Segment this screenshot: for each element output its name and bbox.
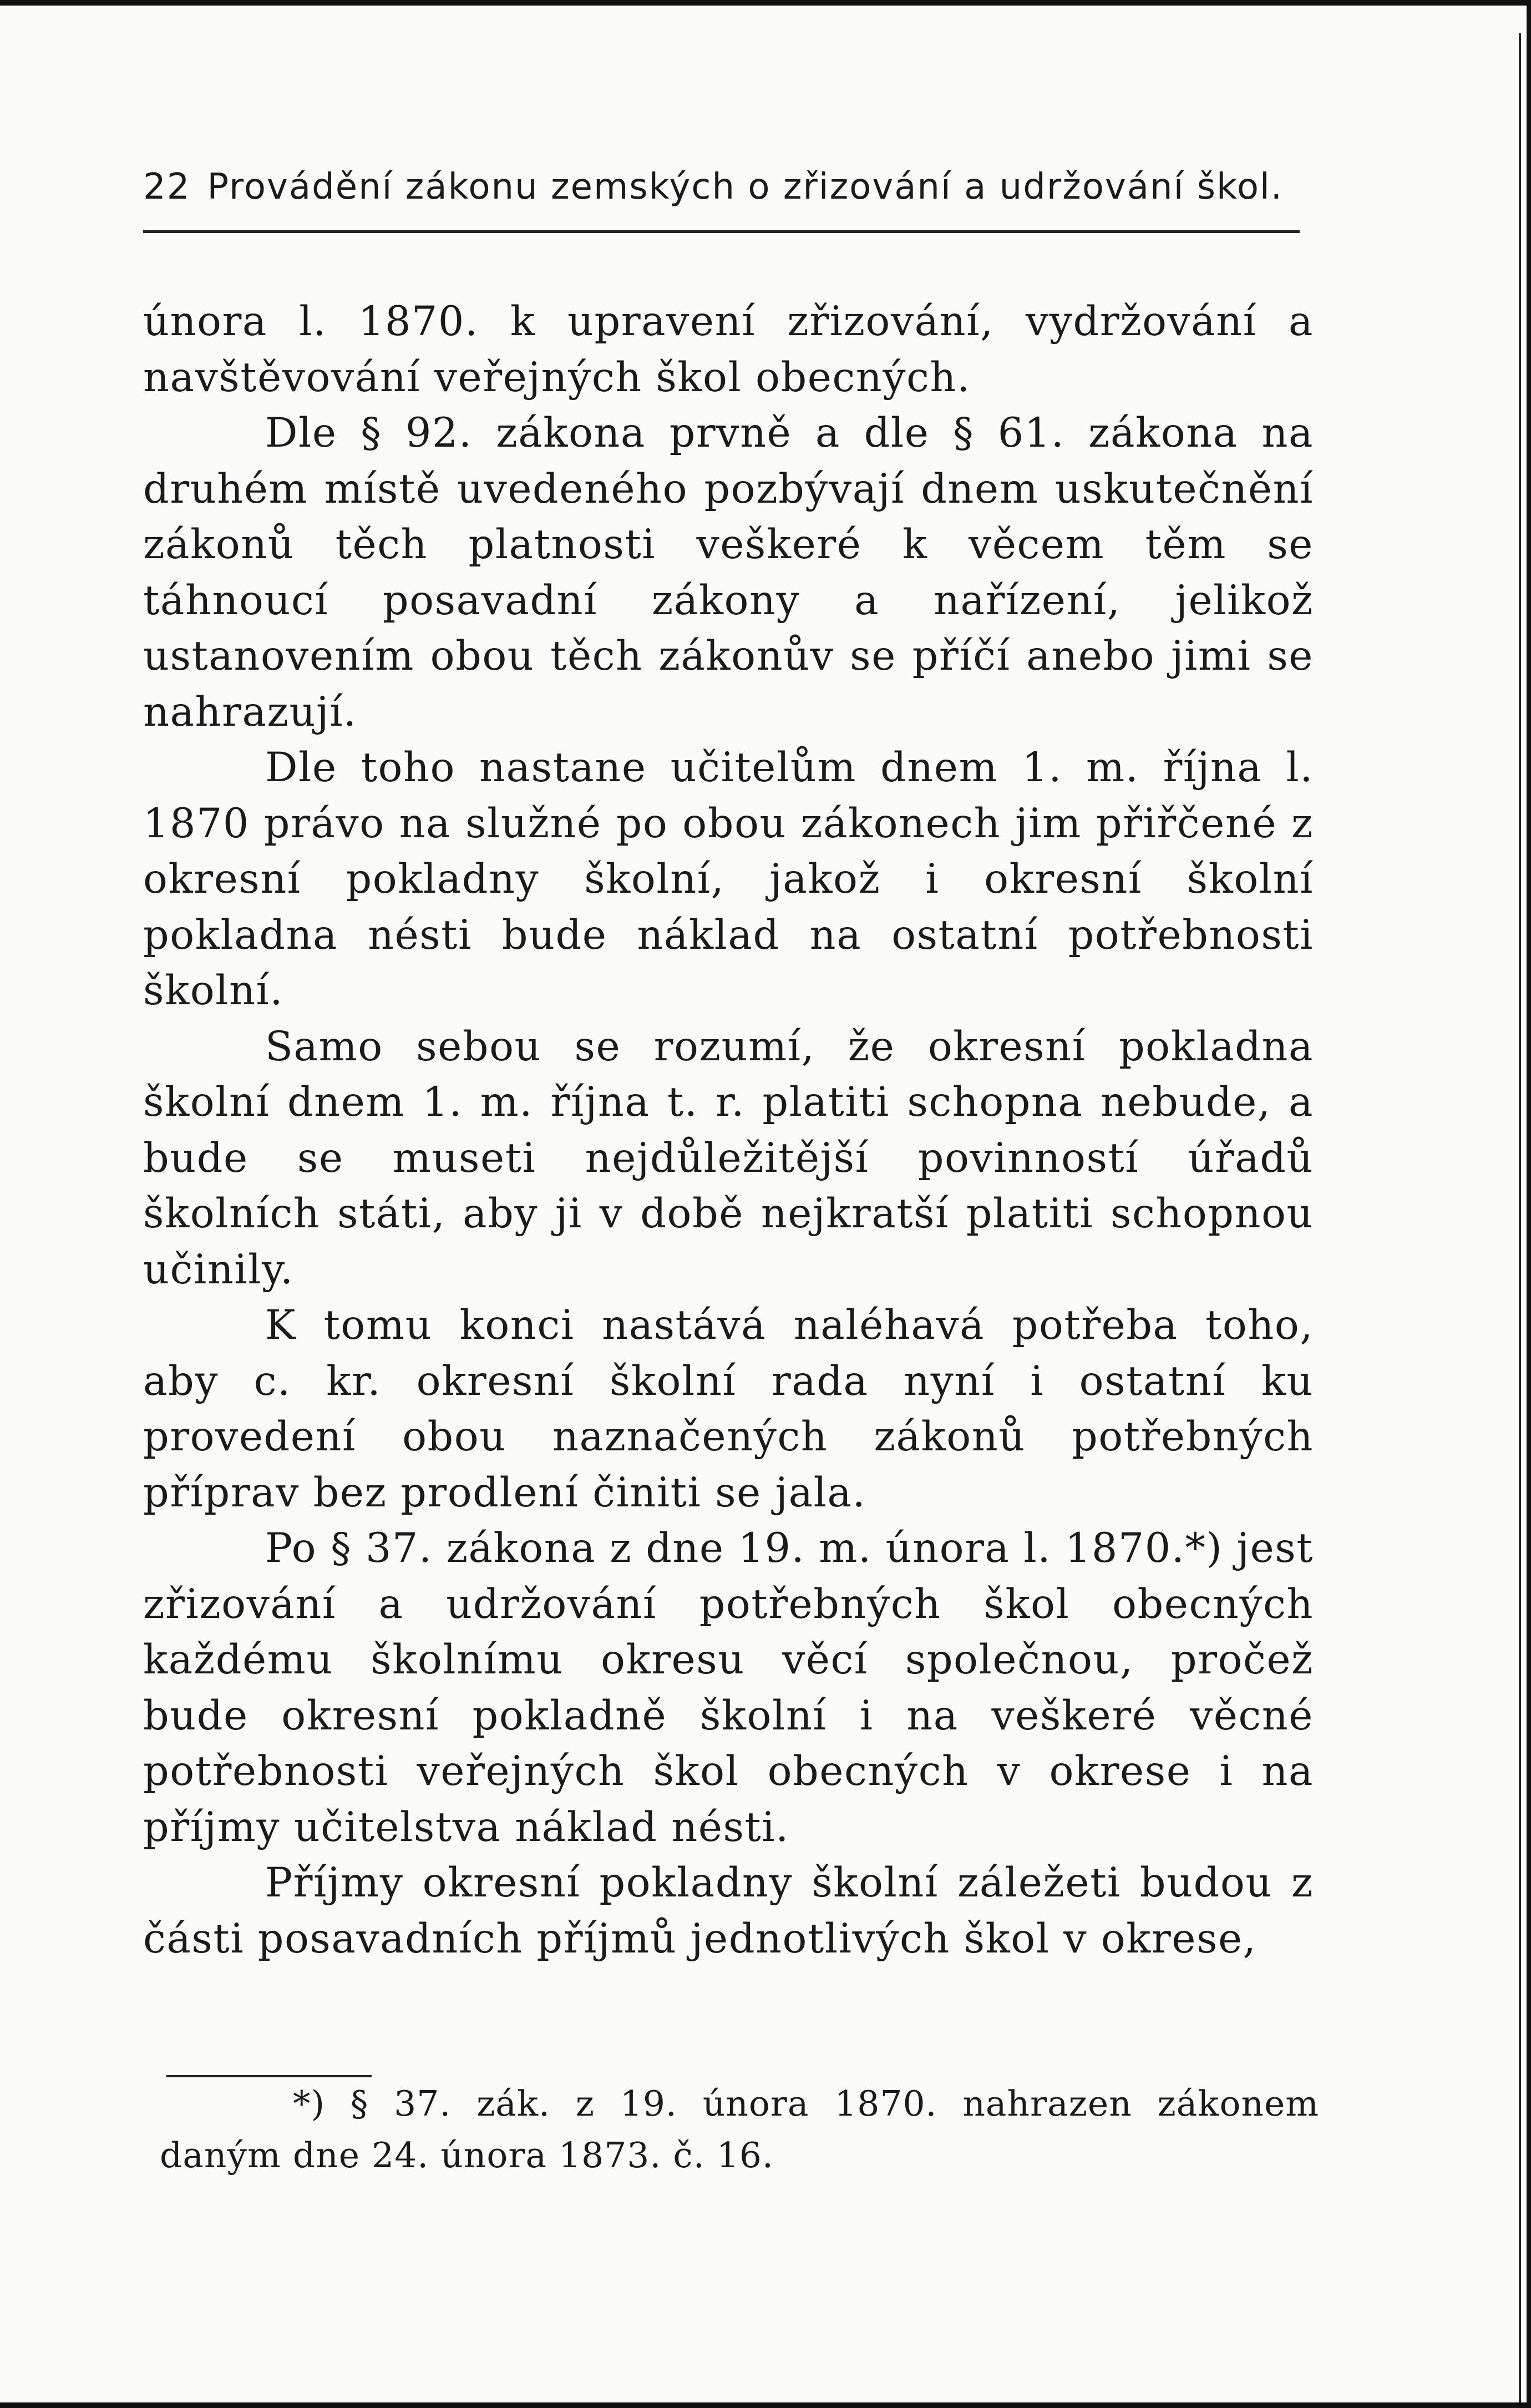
footnote [160, 2078, 1319, 2181]
header-rule [143, 230, 1300, 233]
running-header [143, 166, 1300, 208]
running-title: Provádění zákonu zemských o zřizování a udržování škol. [207, 166, 1284, 208]
page-number: 22 [143, 166, 191, 208]
scan-edge-right [1527, 0, 1531, 2408]
main-text [143, 294, 1314, 1967]
paragraph: Po § 37. zákona z dne 19. m. února l. 1870.*) jest zřizování a udržování potřebných škol obecných každému školnímu okresu věcí společnou, pročež bude okresní pokladně školní i na veškeré věcné potřebnosti veřejných škol obecných v okrese i na příjmy učitelstva náklad nésti. [143, 1525, 1314, 1851]
paragraph: Dle § 92. zákona prvně a dle § 61. zákona na druhém místě uvedeného pozbývají dnem uskutečnění zákonů těch platnosti veškeré k věcem těm se táhnoucí posavadní zákony a nařízení, jelikož ustanovením obou těch zákonův se příčí anebo jimi se nahrazují. [143, 409, 1314, 736]
paragraph-continuation: února l. 1870. k upravení zřizování, vydržování a navštěvování veřejných škol obecných. [143, 298, 1314, 401]
paragraph: Příjmy okresní pokladny školní záležeti budou z části posavadních příjmů jednotlivých škol v okrese, [143, 1859, 1314, 1962]
scan-edge-bottom [0, 2402, 1531, 2408]
paragraph: Dle toho nastane učitelům dnem 1. m. října l. 1870 právo na služné po obou zákonech jim přiřčené z okresní pokladny školní, jakož i okresní školní pokladna nésti bude náklad na ostatní potřebnosti školní. [143, 744, 1314, 1014]
scan-binding-line [1519, 33, 1521, 2408]
paragraph: Samo sebou se rozumí, že okresní pokladna školní dnem 1. m. října t. r. platiti schopna nebude, a bude se museti nejdůležitější povinností úřadů školních státi, aby ji v době nejkratší platiti schopnou učinily. [143, 1023, 1314, 1293]
scan-edge-top [0, 0, 1531, 6]
footnote-rule [166, 2075, 372, 2077]
footnote-text: *) § 37. zák. z 19. února 1870. nahrazen zákonem daným dne 24. února 1873. č. 16. [160, 2083, 1319, 2176]
paragraph: K tomu konci nastává naléhavá potřeba toho, aby c. kr. okresní školní rada nyní i ostatní ku provedení obou naznačených zákonů potřebných příprav bez prodlení činiti se jala. [143, 1302, 1314, 1516]
